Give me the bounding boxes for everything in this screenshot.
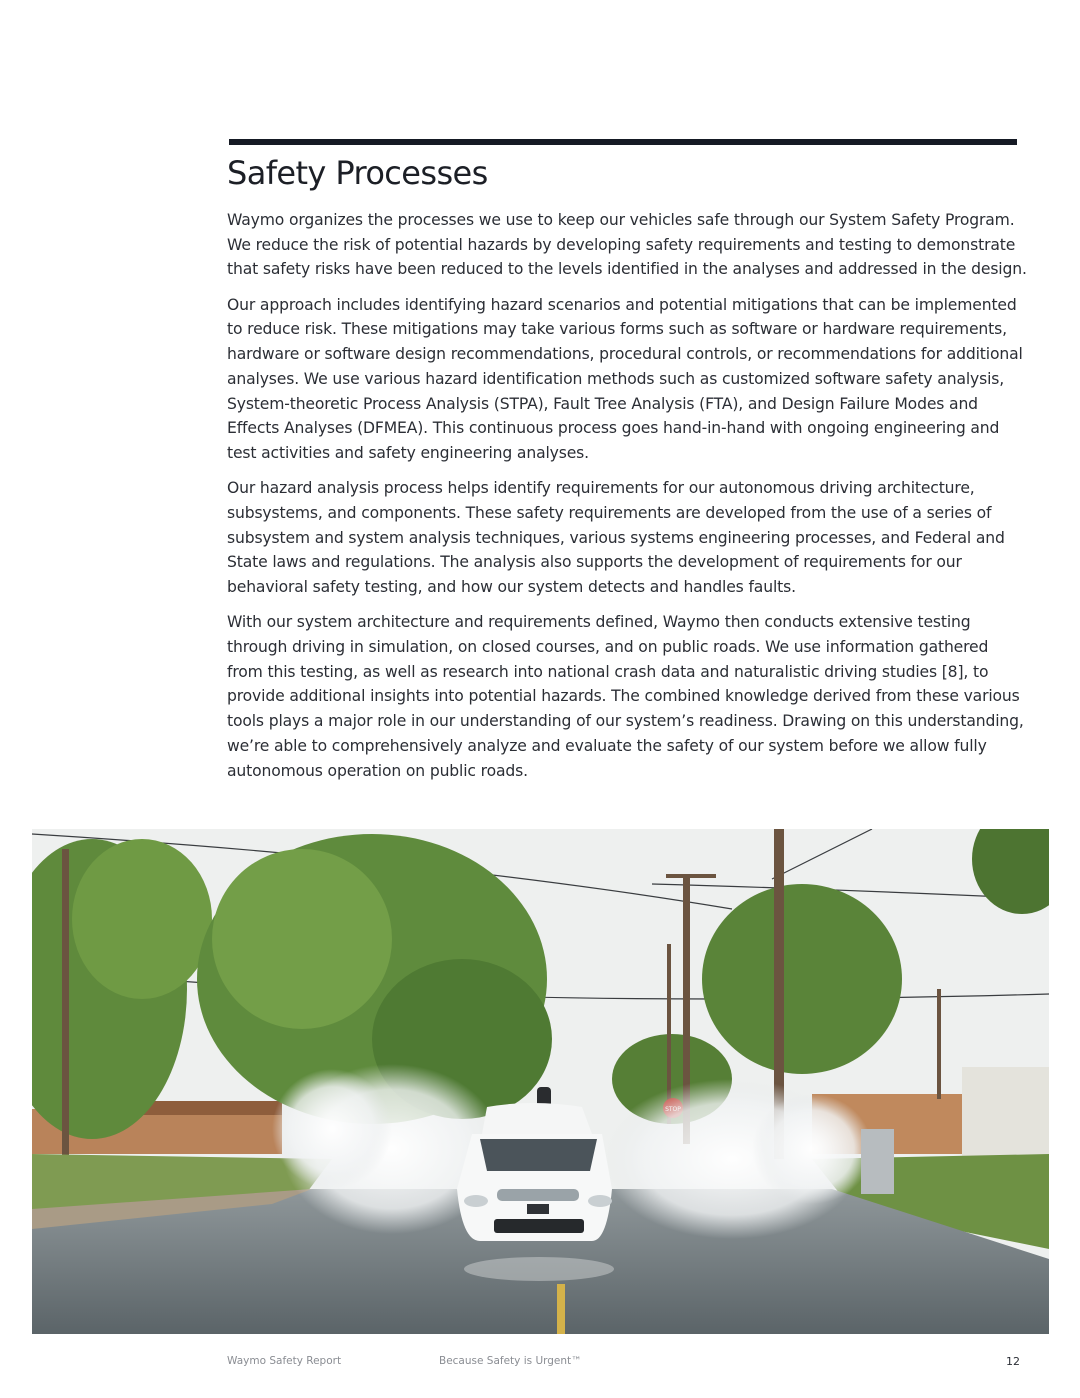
road-center-line (557, 1284, 565, 1334)
paragraph-4: With our system architecture and requirements defined, Waymo then conducts extensive testing through driving in simulation, on closed courses, and on public roads. We use information gathered from this testing, as well as research into national crash data and naturalistic driving studies [8], to provide additional insights into potential hazards. The combined knowledge derived from these various tools plays a major role in our understanding of our system’s readiness. Drawing on this understanding, we’re able to comprehensively analyze and evaluate the safety of our system before we allow fully autonomous operation on public roads. (227, 613, 1024, 780)
section-top-rule (229, 139, 1017, 145)
paragraph-3: Our hazard analysis process helps identify requirements for our autonomous driving architecture, subsystems, and components. These safety requirements are developed from the use of a series of subsystem and system analysis techniques, various systems engineering processes, and Federal and State laws and regulations. The analysis also supports the development of requirements for our behavioral safety testing, and how our system detects and handles faults. (227, 479, 1005, 597)
electrical-box (861, 1129, 894, 1194)
footer-report-name: Waymo Safety Report (227, 1355, 342, 1367)
vehicle-photo (32, 829, 1049, 1334)
page-title: Safety Processes (227, 154, 488, 192)
paragraph-2: Our approach includes identifying hazard scenarios and potential mitigations that can be implemented to reduce risk. These mitigations may take various forms such as software or hardware requirements, hardware or software design recommendations, procedural controls, or recommendations for additional analyses. We use various hazard identification methods such as customized software safety analysis, System-theoretic Process Analysis (STPA), Fault Tree Analysis (FTA), and Design Failure Modes and Effects Analyses (DFMEA). This continuous process goes hand-in-hand with ongoing engineering and test activities and safety engineering analyses. (227, 295, 1023, 462)
paragraph-1: Waymo organizes the processes we use to keep our vehicles safe through our System Safety Program. We reduce the risk of potential hazards by developing safety requirements and testing to demonstrate that safety risks have been reduced to the levels identified in the analyses and addressed in the design. (227, 211, 1027, 279)
page-number: 12 (1006, 1355, 1020, 1368)
footer-tagline: Because Safety is Urgent™ (439, 1355, 582, 1367)
body-text (227, 208, 1027, 794)
